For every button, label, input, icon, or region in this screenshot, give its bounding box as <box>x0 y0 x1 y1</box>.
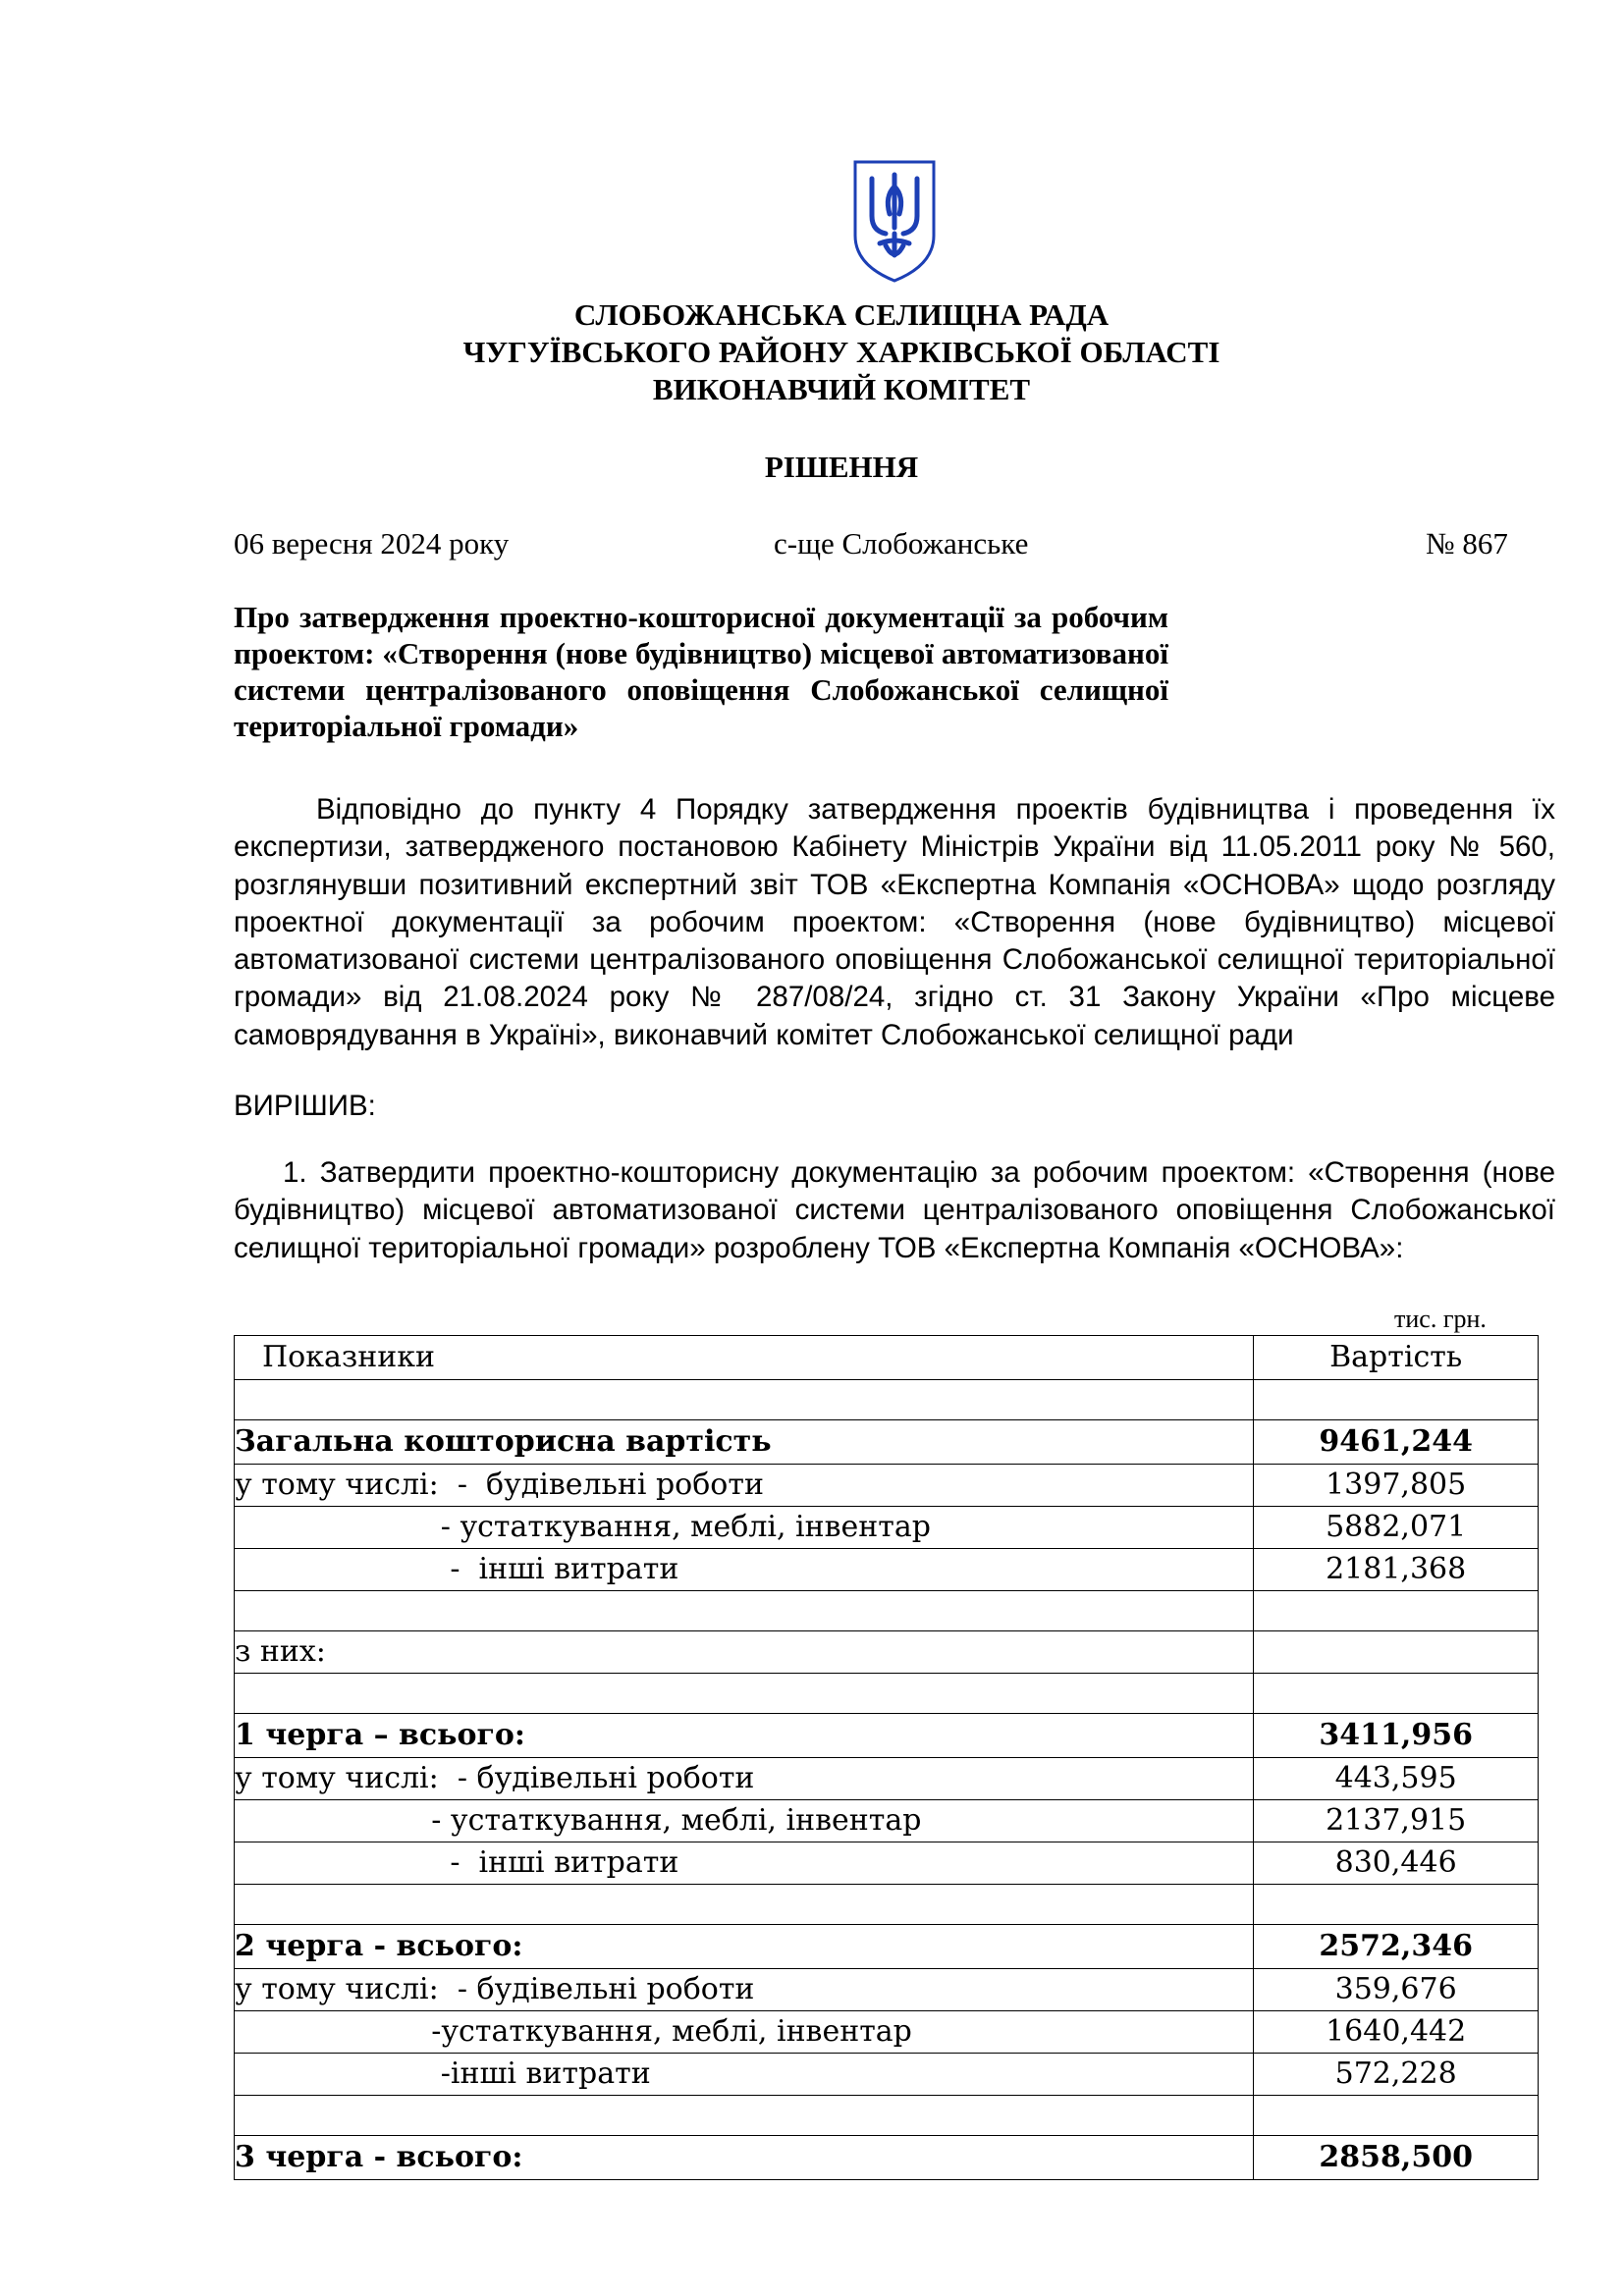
table-row <box>235 1800 1539 1842</box>
row-label: з них: <box>235 1631 1254 1674</box>
row-value: 572,228 <box>1254 2054 1539 2096</box>
decision-date: 06 вересня 2024 року <box>234 526 510 561</box>
table-row <box>235 1885 1539 1925</box>
table-row <box>235 1507 1539 1549</box>
row-label <box>235 1591 1254 1631</box>
row-label: Загальна кошторисна вартість <box>235 1420 1254 1465</box>
row-value: 3411,956 <box>1254 1714 1539 1758</box>
organization-district: ЧУГУЇВСЬКОГО РАЙОНУ ХАРКІВСЬКОЇ ОБЛАСТІ <box>462 335 1220 369</box>
row-value <box>1254 1885 1539 1925</box>
decision-number: № 867 <box>1426 526 1508 561</box>
table-row <box>235 1969 1539 2011</box>
row-value: 2572,346 <box>1254 1925 1539 1969</box>
decision-place: с-ще Слобожанське <box>774 526 1029 561</box>
row-value: 443,595 <box>1254 1758 1539 1800</box>
row-label: 1 черга – всього: <box>235 1714 1254 1758</box>
row-value: 2137,915 <box>1254 1800 1539 1842</box>
table-header-row <box>235 1336 1539 1380</box>
row-value: 1397,805 <box>1254 1465 1539 1507</box>
table-row <box>235 1631 1539 1674</box>
resolved-heading: ВИРІШИВ: <box>234 1090 376 1122</box>
resolution-item-1: 1. Затвердити проектно-кошторисну документацію за робочим проектом: «Створення (нове будівництво) місцевої автоматизованої системи централізованого оповіщення Слобожанської селищної територіальної громади» розроблену ТОВ «Експертна Компанія «ОСНОВА»: <box>234 1156 1555 1264</box>
row-label: - устаткування, меблі, інвентар <box>235 1800 1254 1842</box>
table-row-stage-1 <box>235 1714 1539 1758</box>
table-unit-label: тис. грн. <box>1394 1305 1487 1333</box>
row-value: 9461,244 <box>1254 1420 1539 1465</box>
row-label: 3 черга - всього: <box>235 2136 1254 2180</box>
table-row <box>235 1674 1539 1714</box>
row-label: - інші витрати <box>235 1549 1254 1591</box>
row-value: 1640,442 <box>1254 2011 1539 2054</box>
table-row <box>235 2011 1539 2054</box>
table-row <box>235 1758 1539 1800</box>
header-indicators: Показники <box>235 1336 1254 1380</box>
trident-coat-of-arms-icon <box>850 157 939 285</box>
decision-subject: Про затвердження проектно-кошторисної документації за робочим проектом: «Створення (нове будівництво) місцевої автоматизованої системи централізованого оповіщення Слобожанської селищної територіальної громади» <box>234 600 1168 743</box>
row-label: 2 черга - всього: <box>235 1925 1254 1969</box>
row-label: - інші витрати <box>235 1842 1254 1885</box>
row-value: 2858,500 <box>1254 2136 1539 2180</box>
header-cost: Вартість <box>1254 1336 1539 1380</box>
row-label <box>235 1674 1254 1714</box>
table-row <box>235 1591 1539 1631</box>
table-row <box>235 2054 1539 2096</box>
row-value <box>1254 1631 1539 1674</box>
row-label: у тому числі: - будівельні роботи <box>235 1465 1254 1507</box>
row-label: у тому числі: - будівельні роботи <box>235 1758 1254 1800</box>
table-row-stage-2 <box>235 1925 1539 1969</box>
preamble-paragraph: Відповідно до пункту 4 Порядку затвердження проектів будівництва і проведення їх експертизи, затвердженого постановою Кабінету Міністрів України від 11.05.2011 року № 560, розглянувши позитивний експертний звіт ТОВ «Експертна Компанія «ОСНОВА» щодо розгляду проектної документації за робочим проектом: «Створення (нове будівництво) місцевої автоматизованої системи централізованого оповіщення Слобожанської селищної територіальної громади» від 21.08.2024 року № 287/08/24, згідно ст. 31 Закону України «Про місцеве самоврядування в Україні», виконавчий комітет Слобожанської селищної ради <box>234 793 1555 1051</box>
row-label <box>235 1885 1254 1925</box>
table-row-stage-3 <box>235 2136 1539 2180</box>
table-row <box>235 1380 1539 1420</box>
row-label: у тому числі: - будівельні роботи <box>235 1969 1254 2011</box>
row-label: -інші витрати <box>235 2054 1254 2096</box>
row-value <box>1254 1380 1539 1420</box>
row-value <box>1254 2096 1539 2136</box>
row-value: 359,676 <box>1254 1969 1539 2011</box>
row-value <box>1254 1674 1539 1714</box>
row-value <box>1254 1591 1539 1631</box>
row-value: 2181,368 <box>1254 1549 1539 1591</box>
row-label <box>235 1380 1254 1420</box>
row-label: -устаткування, меблі, інвентар <box>235 2011 1254 2054</box>
table-row <box>235 1465 1539 1507</box>
executive-committee: ВИКОНАВЧИЙ КОМІТЕТ <box>652 372 1031 406</box>
document-type-title: РІШЕННЯ <box>764 450 919 484</box>
row-value: 830,446 <box>1254 1842 1539 1885</box>
organization-name: СЛОБОЖАНСЬКА СЕЛИЩНА РАДА <box>573 297 1110 332</box>
row-label: - устаткування, меблі, інвентар <box>235 1507 1254 1549</box>
cost-table <box>234 1335 1539 2180</box>
table-row <box>235 1842 1539 1885</box>
row-label <box>235 2096 1254 2136</box>
table-row-total <box>235 1420 1539 1465</box>
table-row <box>235 1549 1539 1591</box>
table-row <box>235 2096 1539 2136</box>
row-value: 5882,071 <box>1254 1507 1539 1549</box>
